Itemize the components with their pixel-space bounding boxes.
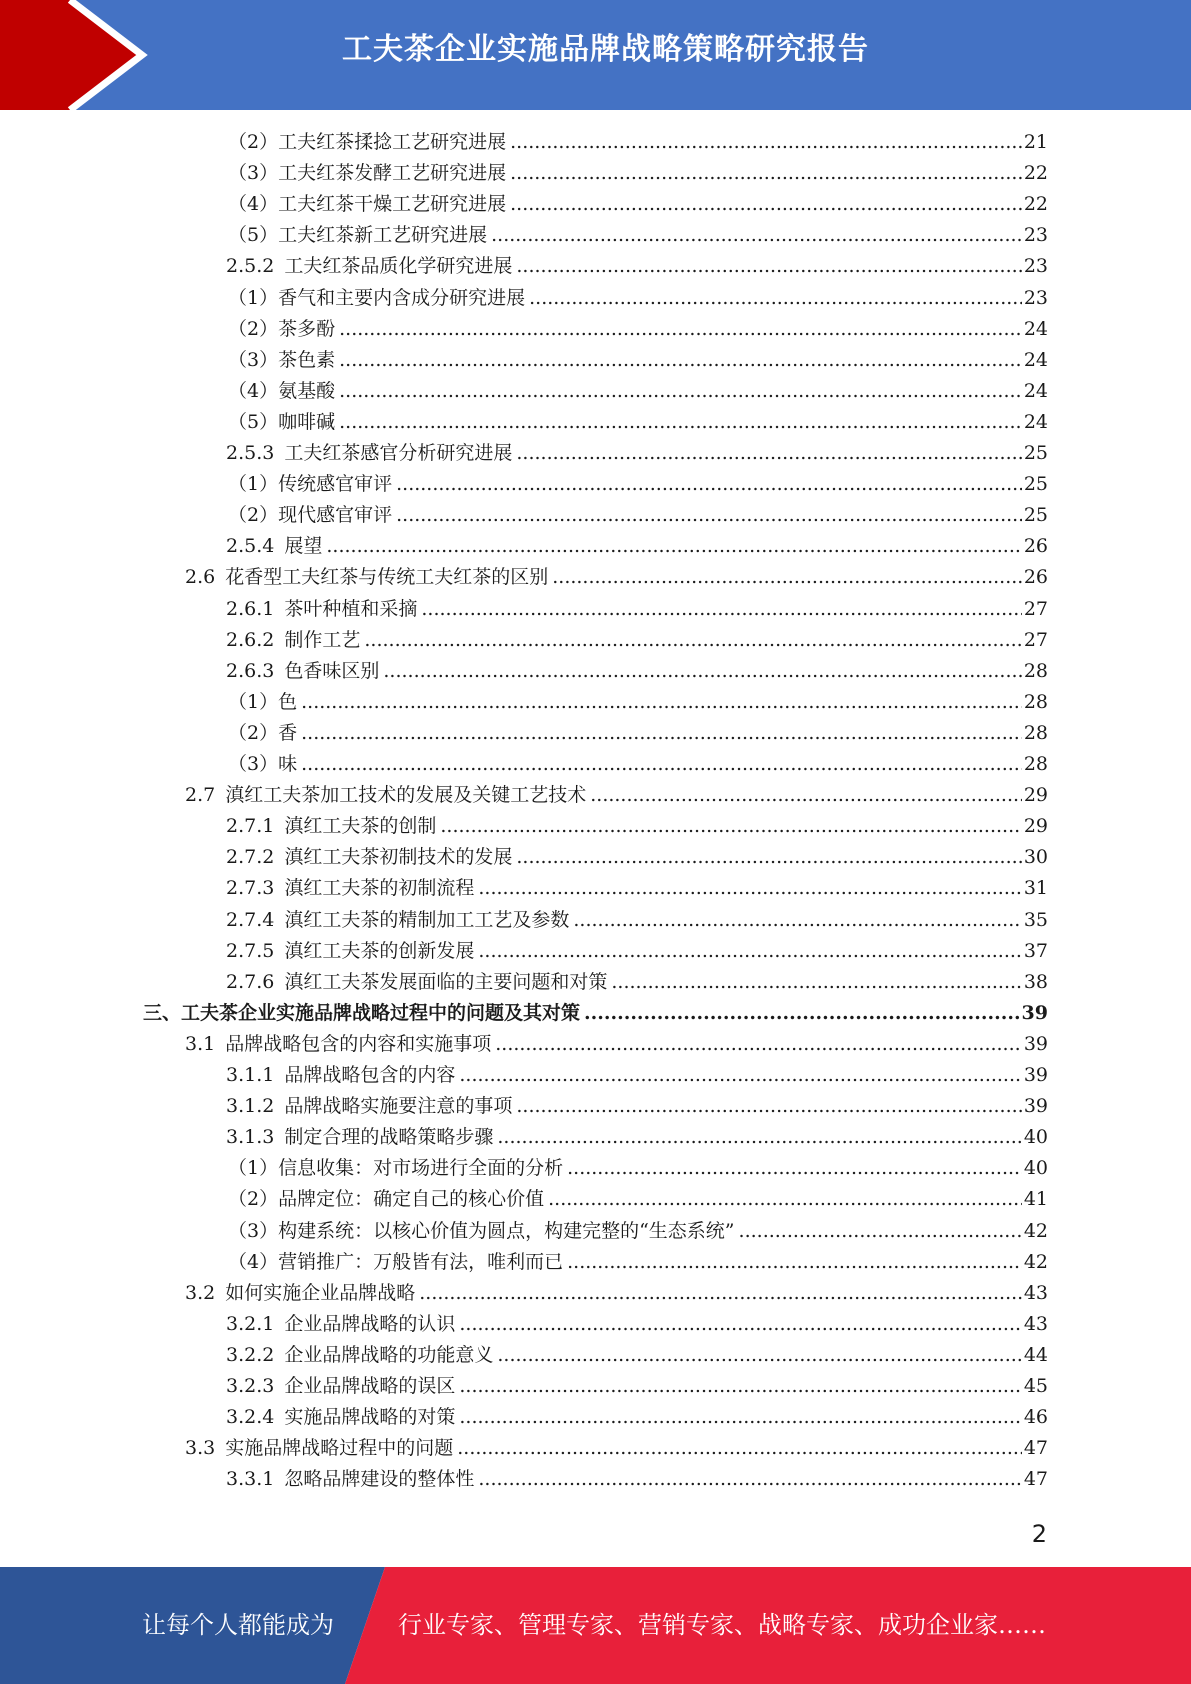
- toc-entry[interactable]: [185, 1278, 1048, 1309]
- toc-dot-leader: [552, 566, 1022, 588]
- toc-entry-number: 2.7.1: [226, 815, 275, 838]
- toc-entry-number: 3.2.3: [226, 1375, 275, 1397]
- toc-dot-leader: [301, 753, 1022, 775]
- toc-entry[interactable]: [228, 189, 1048, 220]
- toc-dot-leader: [497, 1126, 1021, 1148]
- toc-entry-page: 47: [1023, 1468, 1048, 1491]
- toc-entry-number: （3）: [228, 348, 279, 371]
- toc-entry[interactable]: [226, 1340, 1048, 1371]
- toc-entry[interactable]: [228, 1216, 1048, 1247]
- toc-entry-page: 27: [1023, 597, 1048, 620]
- toc-dot-leader: [567, 1251, 1022, 1273]
- toc-entry-page: 23: [1023, 255, 1048, 278]
- toc-entry-title: 营销推广：万般皆有法，唯利而已: [278, 1250, 564, 1273]
- toc-dot-leader: [326, 535, 1021, 557]
- toc-entry-page: 26: [1023, 566, 1048, 589]
- toc-entry-title: 现代感官审评: [278, 504, 393, 527]
- toc-dot-leader: [440, 815, 1021, 837]
- toc-entry-page: 24: [1023, 410, 1048, 433]
- toc-entry[interactable]: [228, 220, 1048, 251]
- toc-entry-title: 茶色素: [278, 348, 336, 371]
- toc-entry-page: 29: [1023, 815, 1048, 838]
- footer-slogan-right: 行业专家、管理专家、营销专家、战略专家、成功企业家……: [398, 1611, 1046, 1639]
- toc-entry-title: 制作工艺: [284, 628, 361, 651]
- toc-dot-leader: [339, 349, 1022, 371]
- toc-entry-title: 品牌战略包含的内容和实施事项: [225, 1032, 492, 1055]
- toc-dot-leader: [567, 1157, 1022, 1179]
- toc-entry-title: 色香味区别: [284, 659, 380, 682]
- toc-entry[interactable]: [226, 625, 1048, 656]
- toc-entry[interactable]: [226, 1464, 1048, 1495]
- toc-entry[interactable]: [226, 811, 1048, 842]
- toc-entry-number: （3）: [228, 1219, 279, 1242]
- toc-entry-title: 展望: [284, 535, 323, 558]
- toc-entry[interactable]: [228, 345, 1048, 376]
- toc-entry-number: 2.7.3: [226, 877, 275, 900]
- toc-entry-page: 31: [1023, 877, 1048, 900]
- toc-entry-page: 30: [1023, 846, 1048, 869]
- toc-entry-number: 2.6.1: [226, 597, 275, 620]
- toc-dot-leader: [573, 909, 1021, 931]
- toc-entry[interactable]: [228, 314, 1048, 345]
- toc-entry-title: 工夫红茶发酵工艺研究进展: [278, 162, 507, 185]
- toc-entry-title: 香气和主要内含成分研究进展: [278, 286, 526, 309]
- toc-entry[interactable]: [228, 718, 1048, 749]
- toc-dot-leader: [383, 660, 1021, 682]
- toc-dot-leader: [364, 629, 1021, 651]
- toc-entry-title: 制定合理的战略策略步骤: [284, 1126, 494, 1149]
- toc-entry-title: 滇红工夫茶加工技术的发展及关键工艺技术: [225, 784, 587, 807]
- toc-entry-number: 2.7.2: [226, 846, 275, 869]
- toc-entry[interactable]: [226, 967, 1048, 998]
- toc-entry[interactable]: [226, 531, 1048, 562]
- toc-entry-title: 滇红工夫茶初制技术的发展: [284, 846, 513, 869]
- toc-entry-page: 26: [1023, 535, 1048, 558]
- toc-entry-number: （2）: [228, 317, 279, 340]
- toc-entry-number: 2.6.3: [226, 659, 275, 682]
- toc-dot-leader: [516, 442, 1021, 464]
- toc-dot-leader: [478, 877, 1021, 899]
- toc-entry-title: 品牌战略包含的内容: [284, 1064, 456, 1086]
- toc-entry-page: 21: [1023, 131, 1048, 153]
- toc-dot-leader: [421, 598, 1021, 620]
- toc-entry-number: （2）: [228, 1188, 279, 1211]
- toc-entry-page: 25: [1023, 473, 1048, 496]
- toc-entry-page: 28: [1023, 659, 1048, 682]
- toc-entry-title: 企业品牌战略的认识: [284, 1312, 456, 1335]
- toc-dot-leader: [611, 971, 1021, 993]
- toc-dot-leader: [478, 940, 1021, 962]
- toc-dot-leader: [339, 411, 1022, 433]
- header-banner: [0, 0, 1191, 110]
- toc-entry-number: 3.2.4: [226, 1406, 275, 1429]
- toc-entry-title: 滇红工夫茶的创新发展: [284, 939, 475, 962]
- toc-entry-page: 43: [1023, 1281, 1048, 1304]
- toc-dot-leader: [495, 1033, 1022, 1055]
- toc-entry-title: 工夫红茶揉捻工艺研究进展: [278, 131, 507, 153]
- toc-entry[interactable]: [228, 500, 1048, 531]
- toc-entry-page: 43: [1023, 1312, 1048, 1335]
- toc-entry-page: 45: [1023, 1375, 1048, 1397]
- toc-entry-number: 3.2: [185, 1281, 216, 1304]
- toc-entry[interactable]: [226, 251, 1048, 282]
- toc-entry-page: 39: [1021, 1001, 1048, 1024]
- toc-entry-title: 信息收集：对市场进行全面的分析: [278, 1157, 564, 1180]
- document-title: 工夫茶企业实施品牌战略策略研究报告: [342, 32, 869, 67]
- toc-entry-title: 滇红工夫茶的创制: [284, 815, 437, 838]
- toc-entry-title: 氨基酸: [278, 379, 336, 402]
- toc-entry[interactable]: [226, 1091, 1048, 1122]
- toc-dot-leader: [510, 193, 1022, 215]
- toc-entry[interactable]: [185, 1433, 1048, 1464]
- toc-entry-page: 39: [1023, 1032, 1048, 1055]
- toc-dot-leader: [419, 1282, 1022, 1304]
- toc-entry-page: 22: [1023, 162, 1048, 185]
- toc-dot-leader: [491, 224, 1022, 246]
- toc-entry-title: 传统感官审评: [278, 473, 393, 496]
- toc-entry-number: 2.7.5: [226, 939, 275, 962]
- toc-entry[interactable]: [228, 1247, 1048, 1278]
- toc-entry-page: 24: [1023, 379, 1048, 402]
- toc-dot-leader: [516, 1095, 1021, 1117]
- toc-entry-page: 44: [1023, 1343, 1048, 1366]
- toc-entry-title: 工夫红茶新工艺研究进展: [278, 224, 488, 247]
- toc-entry-page: 40: [1023, 1157, 1048, 1180]
- toc-entry-page: 23: [1023, 286, 1048, 309]
- toc-entry-title: 茶叶种植和采摘: [284, 597, 418, 620]
- toc-entry-number: （4）: [228, 193, 279, 216]
- toc-entry[interactable]: [226, 1060, 1048, 1091]
- toc-entry-number: 2.7.6: [226, 970, 275, 993]
- toc-entry-title: 企业品牌战略的功能意义: [284, 1343, 494, 1366]
- toc-entry-title: 味: [278, 753, 298, 775]
- toc-entry-title: 工夫红茶干燥工艺研究进展: [278, 193, 507, 216]
- toc-entry[interactable]: [226, 936, 1048, 967]
- toc-entry-number: （1）: [228, 690, 279, 713]
- toc-entry-title: 工夫红茶感官分析研究进展: [284, 442, 513, 464]
- toc-entry-title: 茶多酚: [278, 317, 336, 340]
- toc-entry-number: （2）: [228, 721, 279, 744]
- toc-entry-number: （3）: [228, 162, 279, 185]
- toc-entry-title: 滇红工夫茶的精制加工工艺及参数: [284, 908, 570, 931]
- toc-entry-number: 2.5.3: [226, 442, 275, 464]
- toc-dot-leader: [457, 1437, 1022, 1459]
- toc-entry[interactable]: [226, 1371, 1048, 1402]
- toc-dot-leader: [339, 318, 1022, 340]
- toc-dot-leader: [396, 504, 1022, 526]
- toc-entry[interactable]: [185, 1029, 1048, 1060]
- toc-entry-title: 色: [278, 690, 298, 713]
- toc-entry-title: 忽略品牌建设的整体性: [284, 1468, 475, 1491]
- toc-dot-leader: [301, 691, 1022, 713]
- toc-entry-number: 3.2.2: [226, 1343, 275, 1366]
- toc-entry[interactable]: [226, 873, 1048, 904]
- toc-dot-leader: [478, 1468, 1021, 1490]
- toc-entry-title: 咖啡碱: [278, 410, 336, 433]
- toc-dot-leader: [459, 1313, 1021, 1335]
- toc-dot-leader: [516, 846, 1021, 868]
- toc-entry-title: 花香型工夫红茶与传统工夫红茶的区别: [225, 566, 549, 589]
- toc-entry-number: （2）: [228, 131, 279, 153]
- toc-entry-page: 35: [1023, 908, 1048, 931]
- toc-entry-page: 46: [1023, 1406, 1048, 1429]
- toc-entry-title: 实施品牌战略的对策: [284, 1406, 456, 1429]
- toc-entry-title: 企业品牌战略的误区: [284, 1375, 456, 1397]
- toc-dot-leader: [529, 287, 1022, 309]
- toc-entry-number: （2）: [228, 504, 279, 527]
- toc-entry[interactable]: [226, 905, 1048, 936]
- toc-entry-page: 42: [1023, 1219, 1048, 1242]
- toc-entry-number: （1）: [228, 473, 279, 496]
- toc-entry[interactable]: [228, 127, 1048, 158]
- toc-entry-number: 3.3.1: [226, 1468, 275, 1491]
- toc-entry-number: （4）: [228, 1250, 279, 1273]
- toc-entry-title: 香: [278, 721, 298, 744]
- toc-dot-leader: [301, 722, 1022, 744]
- toc-dot-leader: [459, 1406, 1021, 1428]
- toc-dot-leader: [339, 380, 1022, 402]
- toc-entry-page: 24: [1023, 348, 1048, 371]
- toc-entry-page: 23: [1023, 224, 1048, 247]
- toc-entry-page: 40: [1023, 1126, 1048, 1149]
- toc-entry-title: 工夫红茶品质化学研究进展: [284, 255, 513, 278]
- footer-banner: [0, 1567, 1191, 1684]
- toc-entry[interactable]: [226, 594, 1048, 625]
- toc-entry[interactable]: [226, 1402, 1048, 1433]
- toc-dot-leader: [739, 1220, 1022, 1242]
- toc-entry-title: 如何实施企业品牌战略: [225, 1281, 416, 1304]
- toc-entry-page: 41: [1023, 1188, 1048, 1211]
- toc-entry[interactable]: [228, 749, 1048, 780]
- toc-entry-number: 3.1.1: [226, 1064, 275, 1086]
- toc-entry-page: 39: [1023, 1064, 1048, 1086]
- toc-entry-number: 2.7.4: [226, 908, 275, 931]
- toc-entry-page: 47: [1023, 1437, 1048, 1460]
- toc-entry-title: 构建系统：以核心价值为圆点，构建完整的“生态系统”: [278, 1219, 735, 1242]
- toc-entry-number: （1）: [228, 286, 279, 309]
- toc-entry-number: 2.5.2: [226, 255, 275, 278]
- toc-entry[interactable]: [228, 687, 1048, 718]
- toc-entry-number: 2.6: [185, 566, 216, 589]
- toc-entry-number: 2.5.4: [226, 535, 275, 558]
- toc-entry-number: （5）: [228, 410, 279, 433]
- toc-entry-number: 3.3: [185, 1437, 216, 1460]
- toc-entry[interactable]: [226, 1309, 1048, 1340]
- toc-entry-page: 37: [1023, 939, 1048, 962]
- toc-dot-leader: [510, 131, 1022, 153]
- toc-entry-number: （5）: [228, 224, 279, 247]
- toc-entry-page: 25: [1023, 442, 1048, 464]
- toc-entry-number: 3.1.3: [226, 1126, 275, 1149]
- toc-entry-page: 24: [1023, 317, 1048, 340]
- toc-entry[interactable]: [228, 158, 1048, 189]
- toc-entry-page: 28: [1023, 721, 1048, 744]
- toc-entry-number: 3.2.1: [226, 1312, 275, 1335]
- toc-entry-number: 2.6.2: [226, 628, 275, 651]
- toc-dot-leader: [497, 1344, 1021, 1366]
- toc-entry-number: 3.1: [185, 1032, 216, 1055]
- page-number: 2: [1031, 1520, 1047, 1548]
- toc-entry-number: （4）: [228, 379, 279, 402]
- toc-dot-leader: [548, 1188, 1022, 1210]
- toc-entry-page: 28: [1023, 690, 1048, 713]
- toc-dot-leader: [584, 1002, 1020, 1024]
- toc-entry-title: 三、工夫茶企业实施品牌战略过程中的问题及其对策: [143, 1001, 581, 1024]
- toc-entry-title: 品牌定位：确定自己的核心价值: [278, 1188, 545, 1211]
- toc-entry[interactable]: [226, 842, 1048, 873]
- toc-entry[interactable]: [226, 1122, 1048, 1153]
- toc-entry-number: 3.1.2: [226, 1095, 275, 1118]
- toc-entry[interactable]: [228, 407, 1048, 438]
- toc-entry[interactable]: [143, 998, 1048, 1029]
- toc-entry-page: 42: [1023, 1250, 1048, 1273]
- toc-entry[interactable]: [226, 438, 1048, 469]
- toc-entry[interactable]: [228, 469, 1048, 500]
- toc-dot-leader: [459, 1064, 1021, 1086]
- toc-dot-leader: [459, 1375, 1021, 1397]
- toc-entry[interactable]: [228, 283, 1048, 314]
- toc-entry-page: 39: [1023, 1095, 1048, 1118]
- toc-dot-leader: [516, 255, 1021, 277]
- toc-entry[interactable]: [228, 1184, 1048, 1215]
- toc-entry-title: 品牌战略实施要注意的事项: [284, 1095, 513, 1118]
- toc-entry-title: 滇红工夫茶的初制流程: [284, 877, 475, 900]
- toc-entry[interactable]: [228, 376, 1048, 407]
- toc-entry-page: 27: [1023, 628, 1048, 651]
- toc-entry-page: 22: [1023, 193, 1048, 216]
- toc-entry[interactable]: [185, 562, 1048, 593]
- toc-entry-title: 滇红工夫茶发展面临的主要问题和对策: [284, 970, 608, 993]
- toc-entry-page: 38: [1023, 970, 1048, 993]
- toc-entry[interactable]: [226, 656, 1048, 687]
- toc-entry-title: 实施品牌战略过程中的问题: [225, 1437, 454, 1460]
- toc-entry[interactable]: [185, 780, 1048, 811]
- toc-entry-page: 28: [1023, 753, 1048, 775]
- toc-dot-leader: [590, 784, 1022, 806]
- toc-entry-page: 29: [1023, 784, 1048, 807]
- footer-slogan-left: 让每个人都能成为: [142, 1611, 334, 1639]
- toc-dot-leader: [510, 162, 1022, 184]
- toc-entry[interactable]: [228, 1153, 1048, 1184]
- toc-entry-number: 2.7: [185, 784, 216, 807]
- toc-entry-number: （3）: [228, 753, 279, 775]
- toc-entry-page: 25: [1023, 504, 1048, 527]
- toc-dot-leader: [396, 473, 1022, 495]
- toc-entry-number: （1）: [228, 1157, 279, 1180]
